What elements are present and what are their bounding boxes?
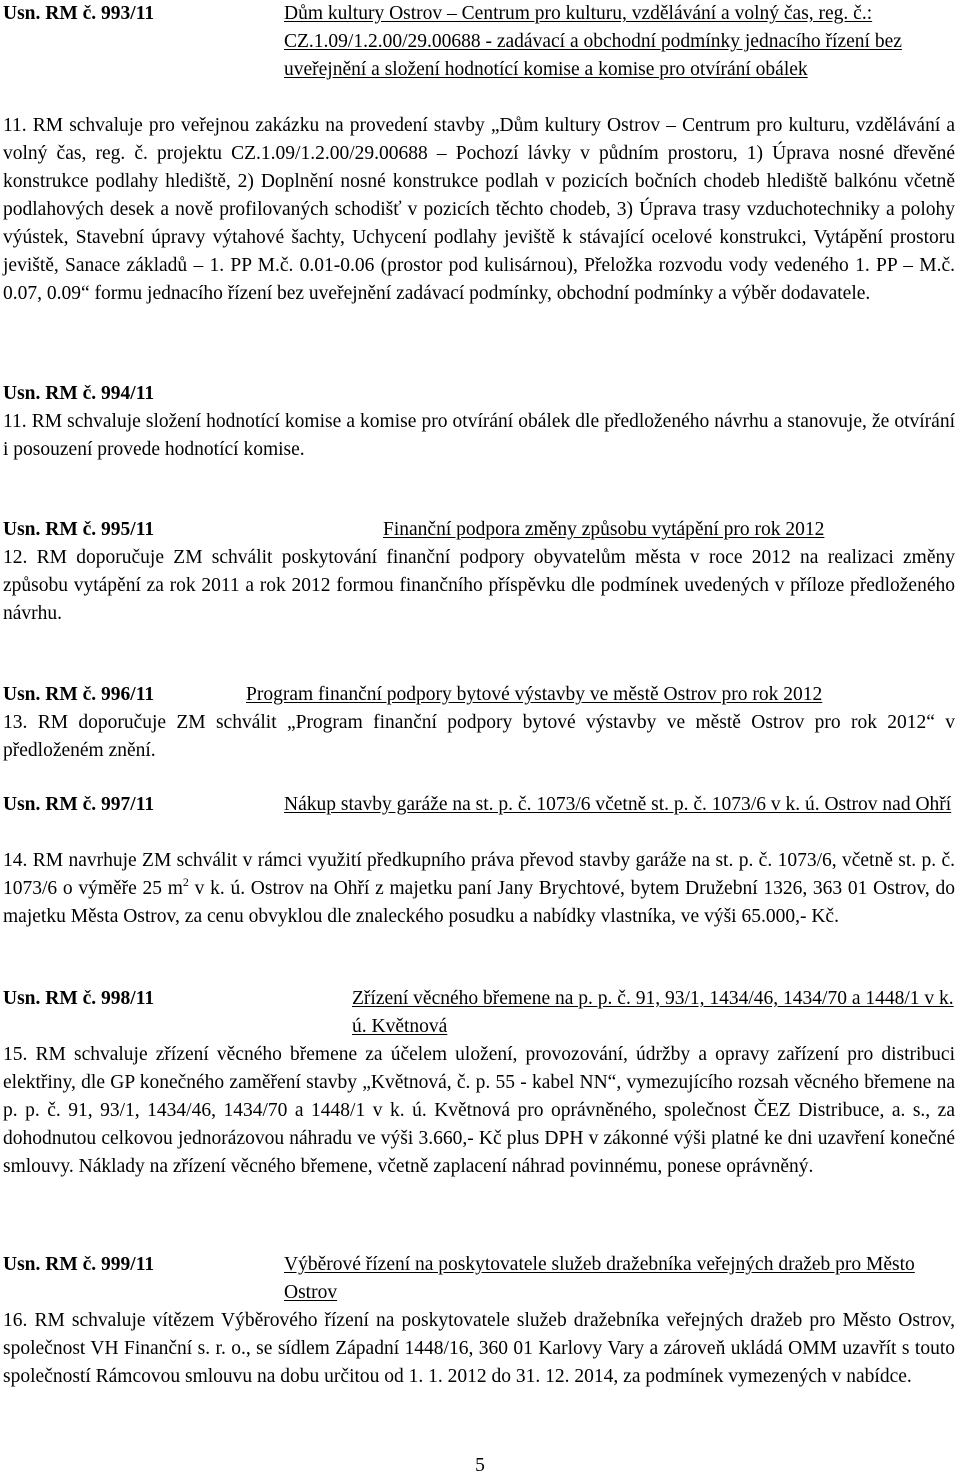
resolution-number: Usn. RM č. 999/11: [3, 1254, 155, 1275]
resolution-997: [3, 791, 955, 931]
resolution-text: 12. RM doporučuje ZM schválit poskytování finanční podpory obyvatelům města v roce 2012 na realizaci změny způsobu vytápění za rok 2011 a rok 2012 formou finančního příspěvku dle podmínek uvedených v příloze předloženého návrhu.: [3, 547, 955, 624]
resolution-text: 11. RM schvaluje složení hodnotící komise a komise pro otvírání obálek dle předloženého návrhu a stanovuje, že otvírání i posouzení provede hodnotící komise.: [3, 411, 955, 460]
resolution-header: [3, 681, 955, 709]
page-number: 5: [475, 1455, 485, 1476]
resolution-number: Usn. RM č. 994/11: [3, 383, 155, 404]
resolution-text-part: 14. RM navrhuje ZM schválit v rámci využití předkupního práva převod stavby garáže na st. p. č. 1073/6, včetně st. p. č. 1073/6 o výměře 25 m: [3, 850, 955, 899]
resolution-header: [3, 985, 955, 1041]
resolution-header: [3, 0, 955, 112]
resolution-996: [3, 681, 955, 765]
resolution-number: Usn. RM č. 997/11: [3, 794, 155, 815]
resolution-number: Usn. RM č. 998/11: [3, 988, 155, 1009]
resolution-header: [3, 380, 955, 408]
resolution-993: [3, 0, 955, 308]
resolution-text: 13. RM doporučuje ZM schválit „Program finanční podpory bytové výstavby ve městě Ostrov pro rok 2012“ v předloženém znění.: [3, 712, 955, 761]
resolution-number: Usn. RM č. 996/11: [3, 684, 155, 705]
resolution-topic: Výběrové řízení na poskytovatele služeb dražebníka veřejných dražeb pro Město Ostrov: [284, 1254, 915, 1303]
resolution-topic: Program finanční podpory bytové výstavby ve městě Ostrov pro rok 2012: [246, 684, 823, 705]
resolution-topic: Dům kultury Ostrov – Centrum pro kulturu, vzdělávání a volný čas, reg. č.: CZ.1.09/1.2.00/29.00688 - zadávací a obchodní podmínky jednacího řízení bez uveřejnění a složení hodnotící komise a komise pro otvírání obálek: [284, 3, 902, 80]
resolution-topic: Nákup stavby garáže na st. p. č. 1073/6 včetně st. p. č. 1073/6 v k. ú. Ostrov nad Ohří: [284, 794, 952, 815]
resolution-995: [3, 516, 955, 628]
resolution-header: [3, 791, 955, 847]
resolution-998: [3, 985, 955, 1181]
resolution-header: [3, 516, 955, 544]
resolution-text: 11. RM schvaluje pro veřejnou zakázku na provedení stavby „Dům kultury Ostrov – Centrum pro kulturu, vzdělávání a volný čas, reg. č. projektu CZ.1.09/1.2.00/29.00688 – Pochozí lávky v půdním prostoru, 1) Úprava nosné dřevěné konstrukce podlahy hlediště, 2) Doplnění nosné konstrukce podlah v pozicích bočních chodeb hlediště balkónu včetně podlahových desek a nově profilovaných schodišť v pozicích těchto chodeb, 3) Úprava trasy vzduchotechniky a polohy výústek, Stavební úpravy výtahové šachty, Uchycení podlahy jeviště k stávající ocelové konstrukci, Vytápění prostoru jeviště, Sanace základů – 1. PP M.č. 0.01-0.06 (prostor pod kulisárnou), Přeložka rozvodu vody vedeného 1. PP – M.č. 0.07, 0.09“ formu jednacího řízení bez uveřejnění zadávací podmínky, obchodní podmínky a výběr dodavatele.: [3, 115, 955, 304]
resolution-999: [3, 1251, 955, 1391]
resolution-header: [3, 1251, 955, 1307]
resolution-number: Usn. RM č. 995/11: [3, 519, 155, 540]
resolution-text-part: v k. ú. Ostrov na Ohří z majetku paní Jany Brychtové, bytem Družební 1326, 363 01 Ostrov, do majetku Města Ostrov, za cenu obvyklou dle znaleckého posudku a nabídky vlastníka, ve výši 65.000,- Kč.: [3, 878, 955, 927]
resolution-994: [3, 380, 955, 464]
resolution-topic: Finanční podpora změny způsobu vytápění pro rok 2012: [383, 519, 825, 540]
resolution-text: 15. RM schvaluje zřízení věcného břemene za účelem uložení, provozování, údržby a opravy zařízení pro distribuci elektřiny, dle GP konečného zaměření stavby „Květnová, č. p. 55 - kabel NN“, vymezujícího rozsah věcného břemene na p. p. č. 91, 93/1, 1434/46, 1434/70 a 1448/1 v k. ú. Květnová pro oprávněného, společnost ČEZ Distribuce, a. s., za dohodnutou celkovou jednorázovou náhradu ve výši 3.660,- Kč plus DPH v zákonné výši platné ke dni uzavření konečné smlouvy. Náklady na zřízení věcného břemene, včetně zaplacení náhrad povinnému, ponese oprávněný.: [3, 1044, 955, 1177]
superscript: 2: [182, 875, 189, 889]
resolution-text: [3, 847, 955, 931]
resolution-text: 16. RM schvaluje vítězem Výběrového řízení na poskytovatele služeb dražebníka veřejných dražeb pro Město Ostrov, společnost VH Finanční s. r. o., se sídlem Západní 1448/16, 360 01 Karlovy Vary a zároveň ukládá OMM uzavřít s touto společností Rámcovou smlouvu na dobu určitou od 1. 1. 2012 do 31. 12. 2014, za podmínek vymezených v nabídce.: [3, 1310, 955, 1387]
resolution-number: Usn. RM č. 993/11: [3, 3, 155, 24]
resolution-topic: Zřízení věcného břemene na p. p. č. 91, 93/1, 1434/46, 1434/70 a 1448/1 v k. ú. Květnová: [352, 988, 954, 1037]
